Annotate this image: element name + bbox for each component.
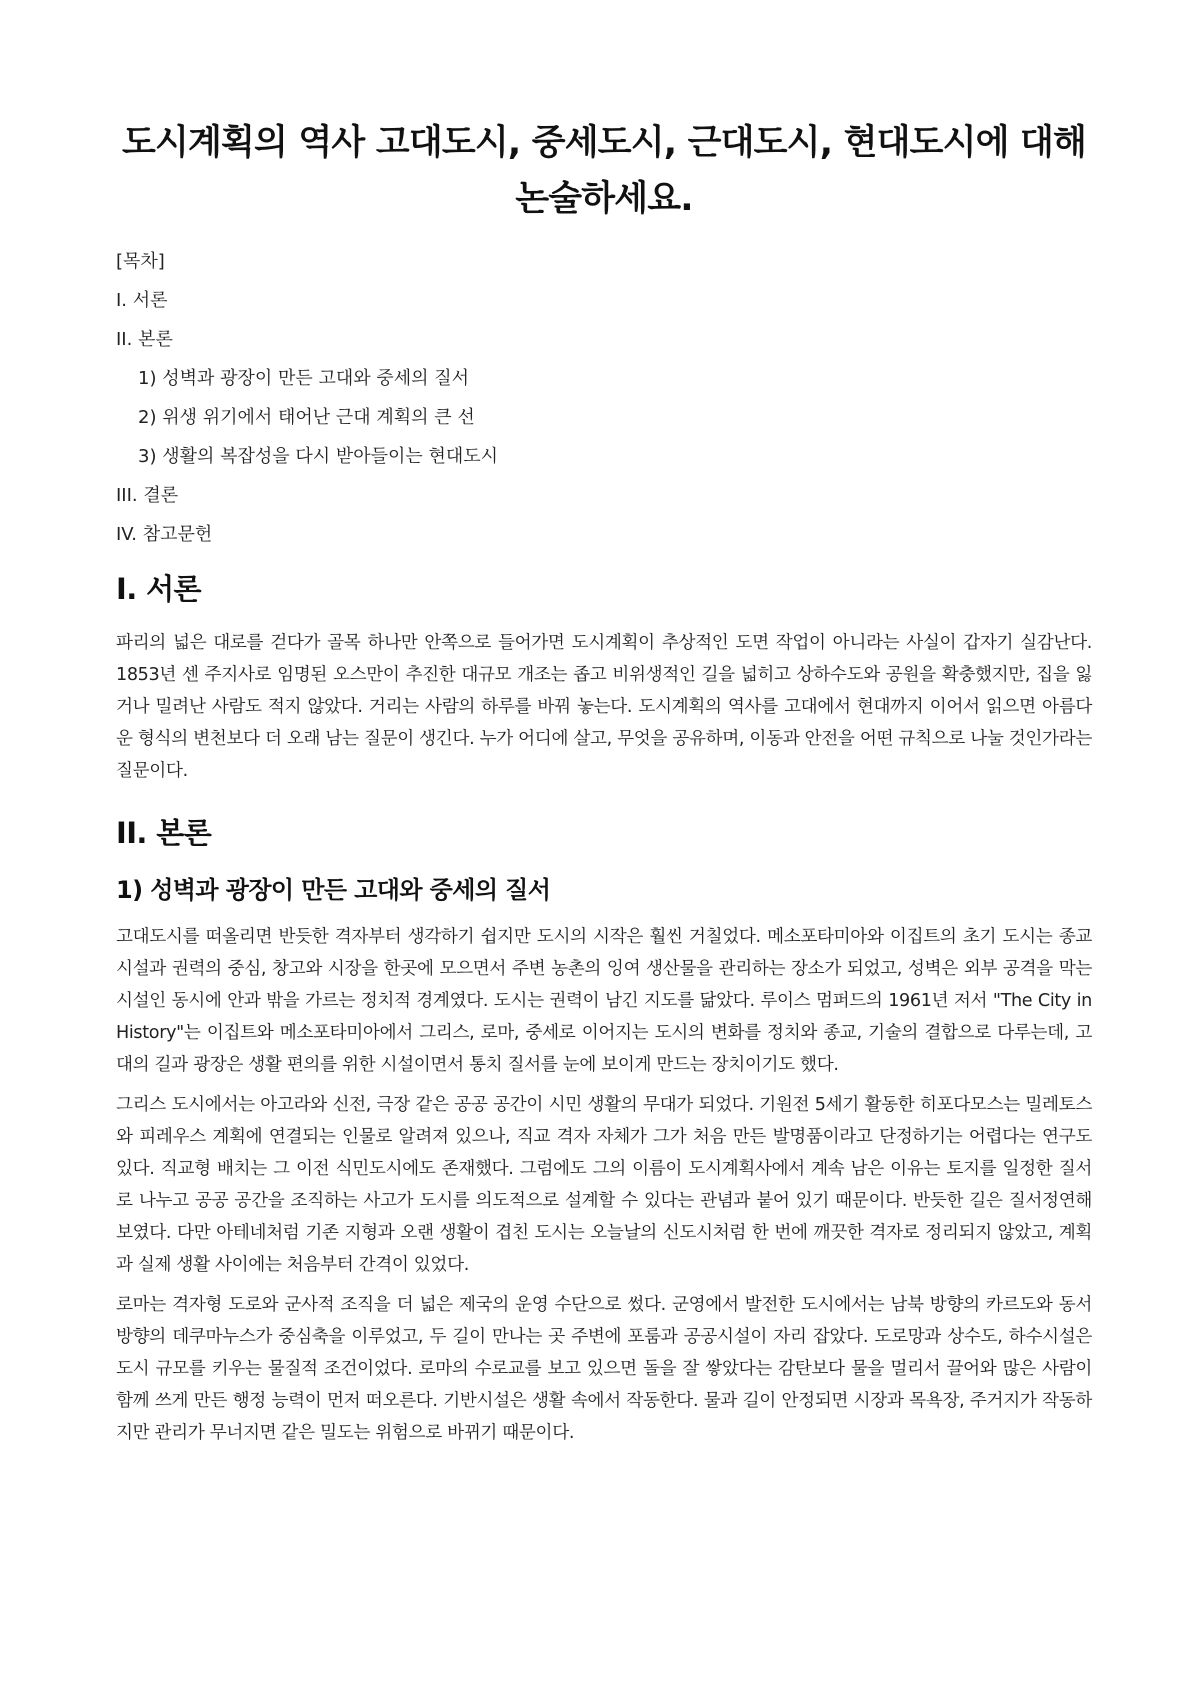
toc-item-body: II. 본론 [116, 329, 173, 350]
document-title: 도시계획의 역사 고대도시, 중세도시, 근대도시, 현대도시에 대해 논술하세요. [121, 123, 1087, 219]
toc-item-conclusion: III. 결론 [116, 485, 179, 506]
introduction-section [116, 569, 1092, 787]
body-paragraph-3: 로마는 격자형 도로와 군사적 조직을 더 넓은 제국의 운영 수단으로 썼다. 군영에서 발전한 도시에서는 남북 방향의 카르도와 동서 방향의 데쿠마누스가 중심축을 이루었고, 두 길이 만나는 곳 주변에 포룸과 공공시설이 자리 잡았다. 도로망과 상수도, 하수시설은 도시 규모를 키우는 물질적 조건이었다. 로마의 수로교를 보고 있으면 돌을 잘 쌓았다는 감탄보다 물을 멀리서 끌어와 많은 사람이 함께 쓰게 만든 행정 능력이 먼저 떠오른다. 기반시설은 생활 속에서 작동한다. 물과 길이 안정되면 시장과 목욕장, 주거지가 작동하지만 관리가 무너지면 같은 밀도는 위험으로 바뀌기 때문이다. [116, 1295, 1092, 1443]
toc-item-body-2: 2) 위생 위기에서 태어난 근대 계획의 큰 선 [138, 407, 475, 428]
body-heading: II. 본론 [116, 816, 212, 850]
body-section [116, 813, 1092, 1449]
introduction-heading: I. 서론 [116, 572, 201, 606]
toc-item-body-1: 1) 성벽과 광장이 만든 고대와 중세의 질서 [138, 368, 470, 389]
body-paragraph-2: 그리스 도시에서는 아고라와 신전, 극장 같은 공공 공간이 시민 생활의 무대가 되었다. 기원전 5세기 활동한 히포다모스는 밀레토스와 피레우스 계획에 연결되는 인물로 알려져 있으나, 직교 격자 자체가 그가 처음 만든 발명품이라고 단정하기는 어렵다는 연구도 있다. 직교형 배치는 그 이전 식민도시에도 존재했다. 그럼에도 그의 이름이 도시계획사에서 계속 남은 이유는 토지를 일정한 질서로 나누고 공공 공간을 조직하는 사고가 도시를 의도적으로 설계할 수 있다는 관념과 붙어 있기 때문이다. 반듯한 길은 질서정연해 보였다. 다만 아테네처럼 기존 지형과 오랜 생활이 겹친 도시는 오늘날의 신도시처럼 한 번에 깨끗한 격자로 정리되지 않았고, 계획과 실제 생활 사이에는 처음부터 간격이 있었다. [116, 1095, 1092, 1275]
toc-heading: [목차] [116, 251, 165, 272]
toc-item-references: IV. 참고문헌 [116, 524, 213, 545]
toc-item-body-3: 3) 생활의 복잡성을 다시 받아들이는 현대도시 [138, 446, 499, 467]
toc-item-introduction: I. 서론 [116, 290, 168, 311]
introduction-paragraph: 파리의 넓은 대로를 걷다가 골목 하나만 안쪽으로 들어가면 도시계획이 추상적인 도면 작업이 아니라는 사실이 갑자기 실감난다. 1853년 센 주지사로 임명된 오스만이 추진한 대규모 개조는 좁고 비위생적인 길을 넓히고 상하수도와 공원을 확충했지만, 집을 잃거나 밀려난 사람도 적지 않았다. 거리는 사람의 하루를 바꿔 놓는다. 도시계획의 역사를 고대에서 현대까지 이어서 읽으면 아름다운 형식의 변천보다 더 오래 남는 질문이 생긴다. 누가 어디에 살고, 무엇을 공유하며, 이동과 안전을 어떤 규칙으로 나눌 것인가라는 질문이다. [116, 633, 1092, 781]
body-paragraph-1: 고대도시를 떠올리면 반듯한 격자부터 생각하기 쉽지만 도시의 시작은 훨씬 거칠었다. 메소포타미아와 이집트의 초기 도시는 종교 시설과 권력의 중심, 창고와 시장을 한곳에 모으면서 주변 농촌의 잉여 생산물을 관리하는 장소가 되었고, 성벽은 외부 공격을 막는 시설인 동시에 안과 밖을 가르는 정치적 경계였다. 도시는 권력이 남긴 지도를 닮았다. 루이스 멈퍼드의 1961년 저서 "The City in History"는 이집트와 메소포타미아에서 그리스, 로마, 중세로 이어지는 도시의 변화를 정치와 종교, 기술의 결합으로 다루는데, 고대의 길과 광장은 생활 편의를 위한 시설이면서 통치 질서를 눈에 보이게 만드는 장치이기도 했다. [116, 927, 1092, 1075]
table-of-contents [116, 249, 1092, 547]
subsection-1-heading: 1) 성벽과 광장이 만든 고대와 중세의 질서 [116, 876, 551, 904]
